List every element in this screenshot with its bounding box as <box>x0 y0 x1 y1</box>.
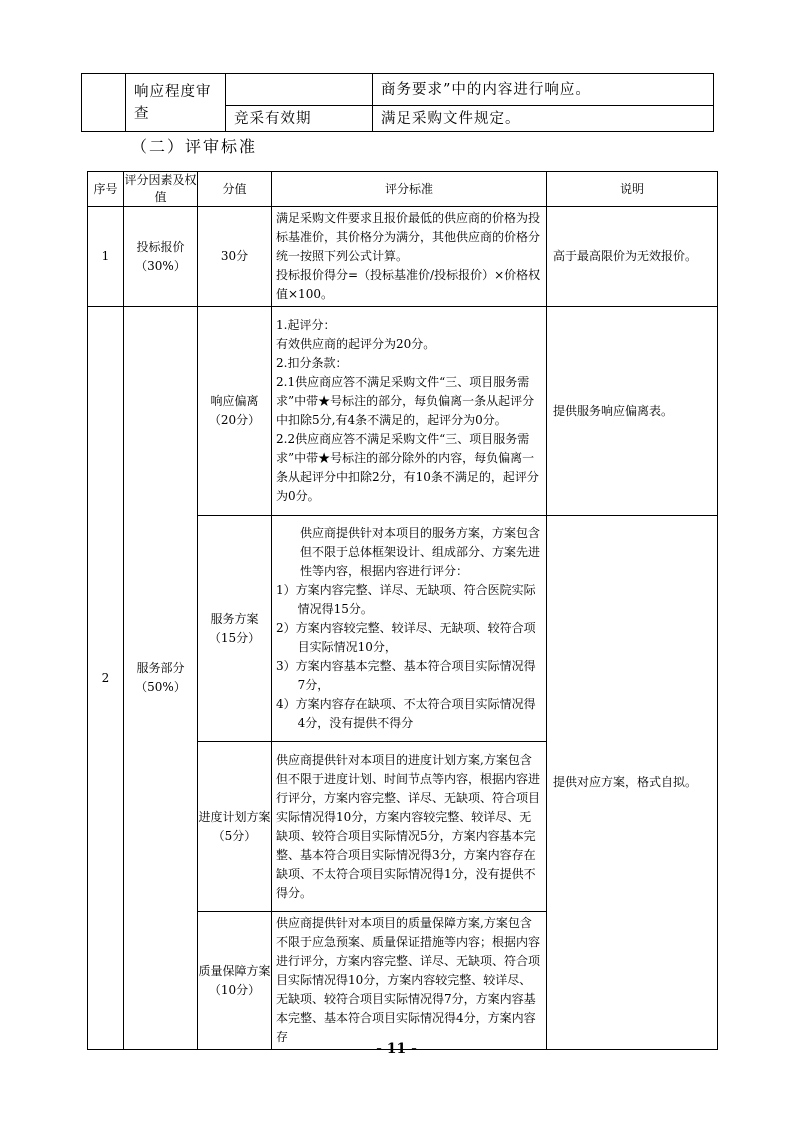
score-points: （15分） <box>208 630 261 645</box>
criteria-item: 2）方案内容较完整、较详尽、无缺项、较符合项目实际情况10分， <box>276 621 536 654</box>
note-cell: 提供服务响应偏离表。 <box>547 307 718 516</box>
criteria-item: 4）方案内容存在缺项、不太符合项目实际情况得4分，没有提供不得分 <box>276 697 536 730</box>
criteria-cell <box>272 207 547 307</box>
seq-cell: 2 <box>88 307 124 1050</box>
score-cell: 30分 <box>198 207 272 307</box>
score-points: （20分） <box>208 413 261 427</box>
criteria-text: 供应商提供针对本项目的服务方案，方案包含但不限于总体框架设计、组成部分、方案先进性等内容，根据内容进行评分： <box>300 526 541 578</box>
score-points: （5分） <box>212 828 257 843</box>
header-seq: 序号 <box>88 172 124 207</box>
score-label: 质量保障方案 <box>198 963 271 978</box>
score-cell <box>198 307 272 516</box>
criteria-item: 1）方案内容完整、详尽、无缺项、符合医院实际情况得15分。 <box>276 583 536 616</box>
score-cell <box>198 516 272 742</box>
criteria-text: 投标报价得分=（投标基准价/投标报价）×价格权值×100。 <box>276 268 541 301</box>
criteria-text: 2.2供应商应答不满足采购文件“三、项目服务需求”中带★号标注的部分除外的内容，每负偏离一条从起评分中扣除2分，有10条不满足的，起评分为0分。 <box>276 432 539 503</box>
criteria-text: 有效供应商的起评分为20分。 <box>276 337 436 351</box>
factor-weight: （50%） <box>135 680 186 694</box>
header-score: 分值 <box>198 172 272 207</box>
empty-cell <box>82 74 126 132</box>
criteria-item: 3）方案内容基本完整、基本符合项目实际情况得7分， <box>276 659 536 692</box>
empty-cell <box>226 74 373 106</box>
criteria-text: 1.起评分： <box>276 318 336 332</box>
page-number: - 11 - <box>376 1041 417 1057</box>
header-criteria: 评分标准 <box>272 172 547 207</box>
seq-cell: 1 <box>88 207 124 307</box>
review-item-name: 响应程度审查 <box>126 74 226 132</box>
factor-weight: （30%） <box>135 258 186 273</box>
table-row <box>88 207 718 307</box>
factor-cell <box>124 207 198 307</box>
factor-cell <box>124 307 198 1050</box>
score-cell <box>198 742 272 912</box>
table-row <box>88 307 718 516</box>
factor-label: 服务部分 <box>136 661 185 675</box>
table-header-row <box>88 172 718 207</box>
score-label: 服务方案 <box>210 611 259 626</box>
score-label: 进度计划方案 <box>198 809 271 824</box>
score-points: （10分） <box>208 982 261 997</box>
criteria-text: 2.扣分条款： <box>276 356 348 370</box>
review-content: 满足采购文件规定。 <box>373 106 714 132</box>
review-subitem: 竞采有效期 <box>226 106 373 132</box>
criteria-text: 2.1供应商应答不满足采购文件“三、项目服务需求”中带★号标注的部分，每负偏离一条从起评分中扣除5分,有4条不满足的，起评分为0分。 <box>276 375 535 427</box>
review-content: 商务要求”中的内容进行响应。 <box>373 74 714 106</box>
note-cell: 提供对应方案，格式自拟。 <box>547 516 718 1050</box>
section-title: （二）评审标准 <box>131 137 258 156</box>
score-label: 响应偏离 <box>210 394 259 408</box>
header-note: 说明 <box>547 172 718 207</box>
scoring-criteria-table <box>87 171 718 1050</box>
criteria-cell: 供应商提供针对本项目的质量保障方案,方案包含不限于应急预案、质量保证措施等内容；根据内容进行评分，方案内容完整、详尽、无缺项、符合项目实际情况得10分，方案内容较完整、较详尽、无缺项、较符合项目实际情况得7分，方案内容基本完整、基本符合项目实际情况得4分，方案内容存 <box>272 912 547 1050</box>
note-cell: 高于最高限价为无效报价。 <box>547 207 718 307</box>
criteria-text: 满足采购文件要求且报价最低的供应商的价格为投标基准价，其价格分为满分，其他供应商的价格分统一按照下列公式计算。 <box>276 211 541 263</box>
factor-label: 投标报价 <box>136 239 185 254</box>
criteria-cell: 供应商提供针对本项目的进度计划方案,方案包含但不限于进度计划、时间节点等内容，根据内容进行评分，方案内容完整、详尽、无缺项、符合项目实际情况得10分，方案内容较完整、较详尽、无缺项、较符合项目实际情况5分，方案内容基本完整、基本符合项目实际情况得3分，方案内容存在缺项、不太符合项目实际情况得1分，没有提供不得分。 <box>272 742 547 912</box>
criteria-cell <box>272 307 547 516</box>
compliance-review-table <box>81 73 714 132</box>
criteria-cell <box>272 516 547 742</box>
score-cell <box>198 912 272 1050</box>
header-factor: 评分因素及权值 <box>124 172 198 207</box>
